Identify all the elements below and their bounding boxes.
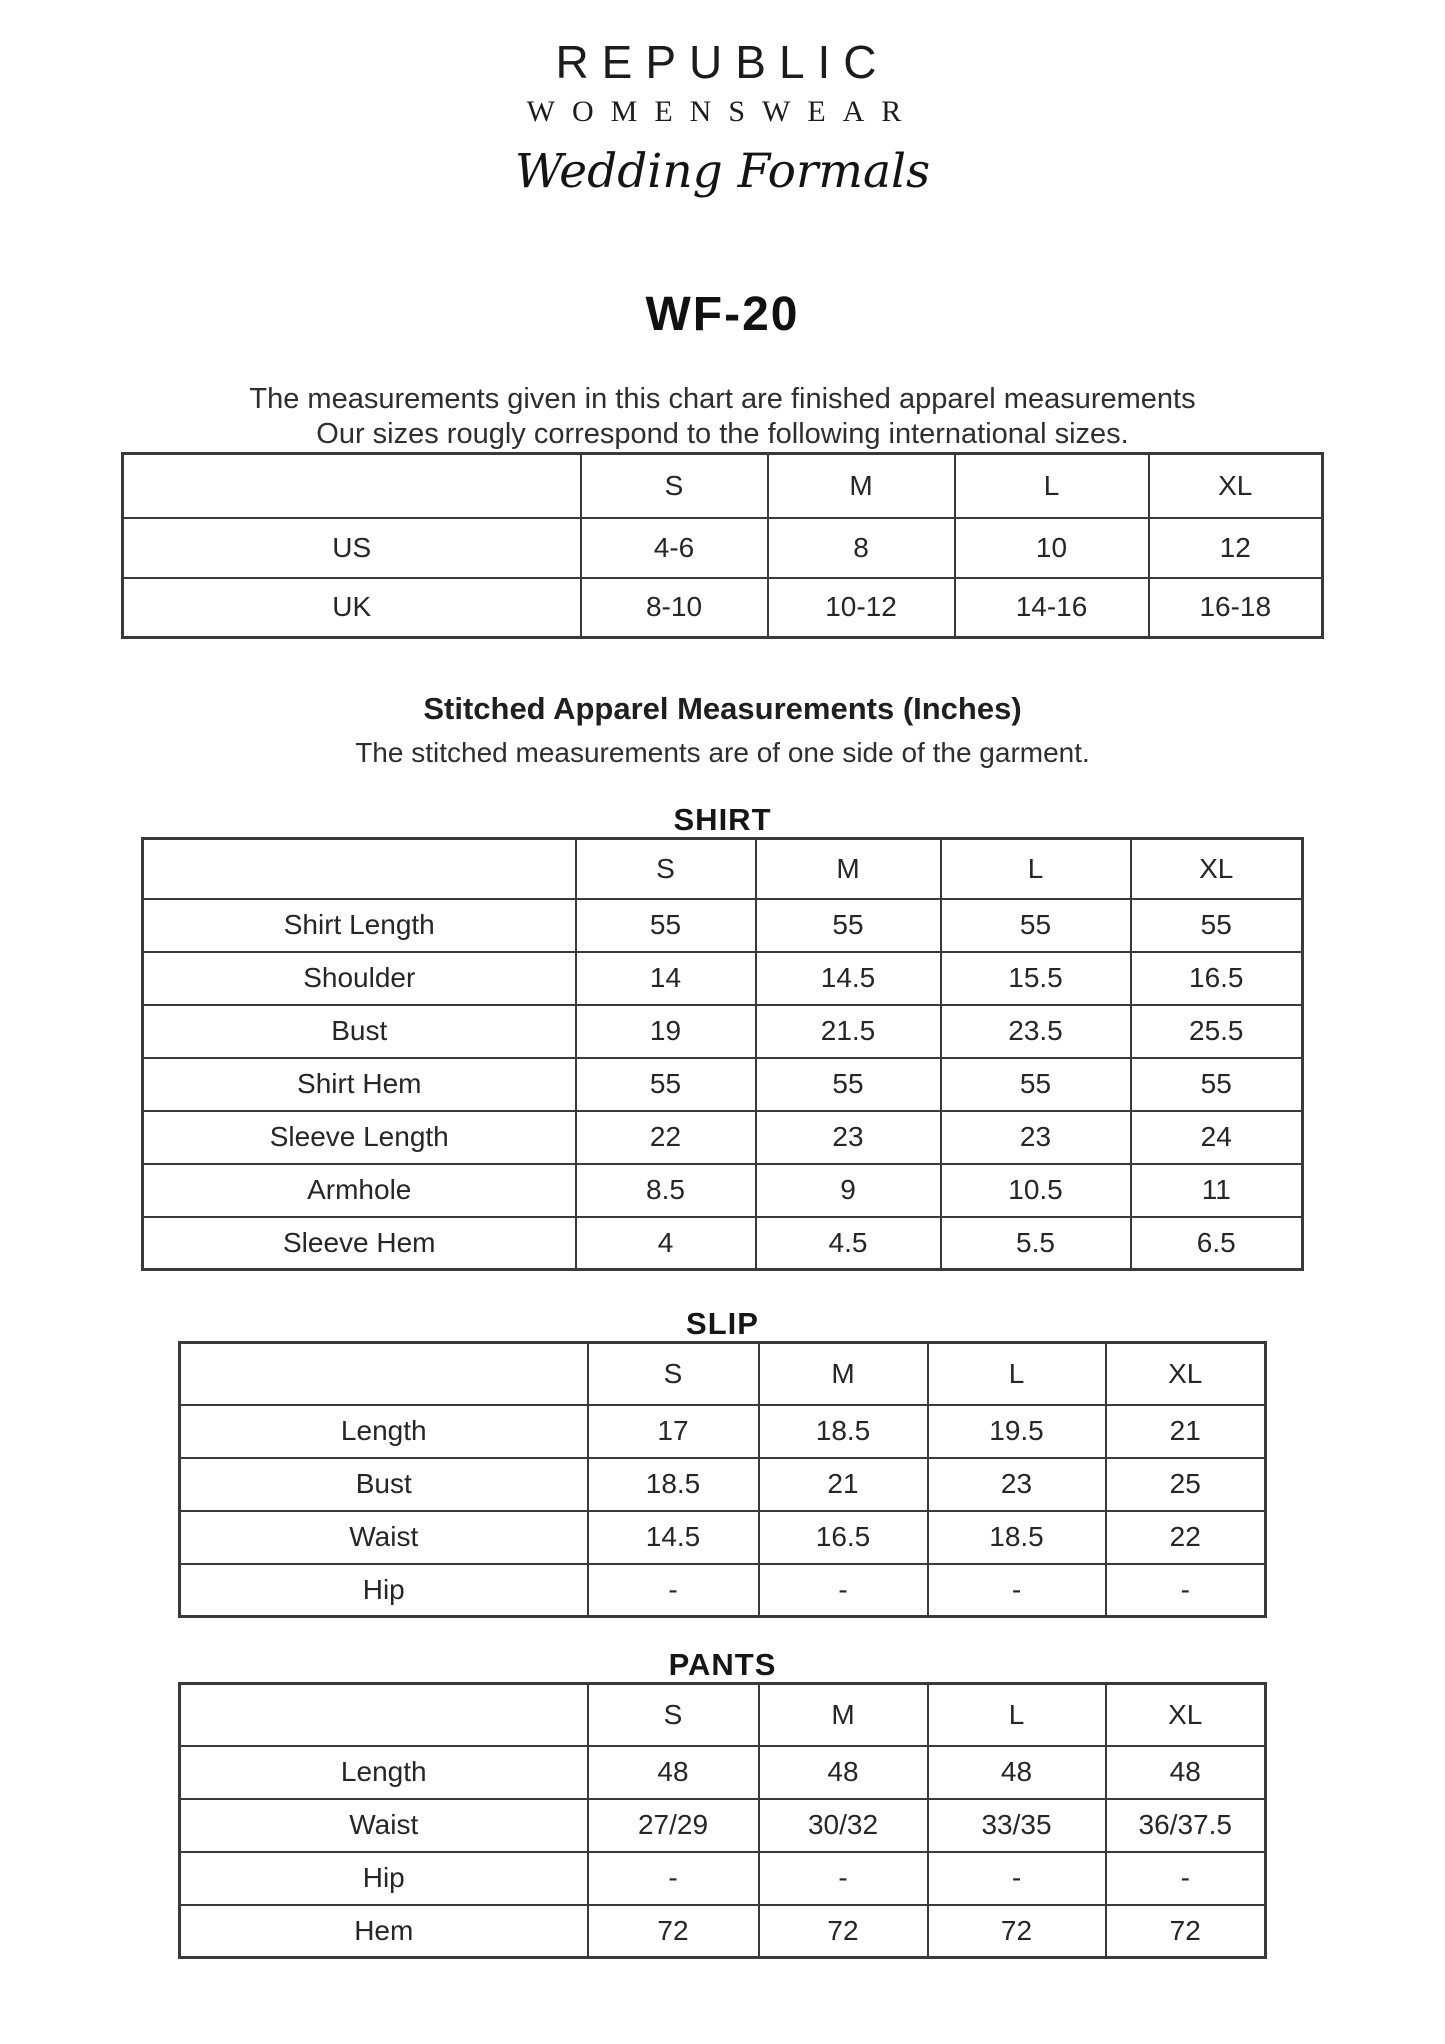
measurement-cell: 27/29 [588, 1799, 759, 1852]
stitched-measurements-heading: Stitched Apparel Measurements (Inches) [423, 691, 1022, 726]
column-header-l: L [941, 839, 1131, 899]
table-row [180, 1511, 1266, 1564]
measurement-cell: 5.5 [941, 1217, 1131, 1270]
measurement-cell: 48 [928, 1746, 1106, 1799]
measurement-cell: 55 [576, 1058, 756, 1111]
table-row [143, 899, 1303, 952]
table-header-row [123, 454, 1323, 518]
slip-measurements-table [178, 1341, 1267, 1618]
measurement-cell: 55 [756, 899, 941, 952]
measurement-cell: 18.5 [588, 1458, 759, 1511]
measurement-cell: 22 [1106, 1511, 1266, 1564]
column-header-m: M [756, 839, 941, 899]
measurement-cell: 55 [1131, 899, 1303, 952]
column-header-l: L [928, 1684, 1106, 1746]
table-row [143, 1164, 1303, 1217]
brand-tagline: Wedding Formals [514, 144, 931, 199]
measurement-cell: 48 [588, 1746, 759, 1799]
row-label: Shoulder [143, 952, 576, 1005]
measurement-cell: 19.5 [928, 1405, 1106, 1458]
table-row [143, 952, 1303, 1005]
table-row [143, 1058, 1303, 1111]
measurement-cell: - [759, 1564, 928, 1617]
measurement-cell: - [928, 1564, 1106, 1617]
table-row [143, 1005, 1303, 1058]
brand-subtitle: WOMENSWEAR [526, 95, 919, 128]
measurement-cell: 55 [1131, 1058, 1303, 1111]
column-header-xl: XL [1131, 839, 1303, 899]
measurement-cell: - [928, 1852, 1106, 1905]
pants-table-title: PANTS [668, 1647, 777, 1682]
measurement-cell: 25 [1106, 1458, 1266, 1511]
measurement-cell: 14.5 [756, 952, 941, 1005]
brand-name: REPUBLIC [555, 36, 890, 88]
table-header-row [143, 839, 1303, 899]
measurement-cell: 6.5 [1131, 1217, 1303, 1270]
corner-cell [180, 1684, 588, 1746]
measurement-cell: 19 [576, 1005, 756, 1058]
measurement-cell: 16.5 [1131, 952, 1303, 1005]
column-header-s: S [588, 1343, 759, 1405]
measurement-cell: 9 [756, 1164, 941, 1217]
row-label: Bust [180, 1458, 588, 1511]
column-header-xl: XL [1149, 454, 1323, 518]
table-row [180, 1405, 1266, 1458]
measurement-cell: 25.5 [1131, 1005, 1303, 1058]
row-label: Armhole [143, 1164, 576, 1217]
column-header-m: M [759, 1684, 928, 1746]
column-header-s: S [581, 454, 768, 518]
column-header-s: S [576, 839, 756, 899]
table-row [143, 1217, 1303, 1270]
measurement-cell: 21.5 [756, 1005, 941, 1058]
table-row [180, 1905, 1266, 1958]
measurement-cell: 24 [1131, 1111, 1303, 1164]
table-header-row [180, 1684, 1266, 1746]
row-label: Shirt Hem [143, 1058, 576, 1111]
column-header-xl: XL [1106, 1343, 1266, 1405]
row-label: Hem [180, 1905, 588, 1958]
measurement-cell: 33/35 [928, 1799, 1106, 1852]
measurement-cell: 8.5 [576, 1164, 756, 1217]
row-label: Waist [180, 1799, 588, 1852]
row-label: Sleeve Length [143, 1111, 576, 1164]
table-row [143, 1111, 1303, 1164]
intro-line-1: The measurements given in this chart are finished apparel measurements [249, 383, 1196, 415]
intro-line-2: Our sizes rougly correspond to the following international sizes. [316, 418, 1129, 450]
measurement-cell: 10 [955, 518, 1149, 578]
measurement-cell: 72 [1106, 1905, 1266, 1958]
measurement-cell: - [588, 1852, 759, 1905]
measurement-cell: 8 [768, 518, 955, 578]
measurement-cell: 10.5 [941, 1164, 1131, 1217]
row-label: UK [123, 578, 581, 638]
row-label: Length [180, 1405, 588, 1458]
measurement-cell: 12 [1149, 518, 1323, 578]
row-label: US [123, 518, 581, 578]
measurement-cell: 4.5 [756, 1217, 941, 1270]
measurement-cell: 23 [756, 1111, 941, 1164]
measurement-cell: 17 [588, 1405, 759, 1458]
measurement-cell: 8-10 [581, 578, 768, 638]
measurement-cell: 55 [576, 899, 756, 952]
corner-cell [143, 839, 576, 899]
pants-measurements-table [178, 1682, 1267, 1959]
measurement-cell: 18.5 [759, 1405, 928, 1458]
row-label: Hip [180, 1852, 588, 1905]
stitched-measurements-subheading: The stitched measurements are of one side of the garment. [355, 737, 1090, 768]
measurement-cell: - [588, 1564, 759, 1617]
measurement-cell: 23 [941, 1111, 1131, 1164]
shirt-measurements-table [141, 837, 1304, 1271]
measurement-cell: 14-16 [955, 578, 1149, 638]
measurement-cell: 23.5 [941, 1005, 1131, 1058]
measurement-cell: 72 [759, 1905, 928, 1958]
row-label: Length [180, 1746, 588, 1799]
measurement-cell: - [759, 1852, 928, 1905]
measurement-cell: 16-18 [1149, 578, 1323, 638]
row-label: Hip [180, 1564, 588, 1617]
table-row [180, 1564, 1266, 1617]
measurement-cell: 10-12 [768, 578, 955, 638]
measurement-cell: 21 [759, 1458, 928, 1511]
row-label: Bust [143, 1005, 576, 1058]
table-row [180, 1799, 1266, 1852]
measurement-cell: 14 [576, 952, 756, 1005]
intro-text [0, 382, 1445, 452]
measurement-cell: 48 [1106, 1746, 1266, 1799]
measurement-cell: 11 [1131, 1164, 1303, 1217]
row-label: Shirt Length [143, 899, 576, 952]
measurement-cell: 36/37.5 [1106, 1799, 1266, 1852]
column-header-xl: XL [1106, 1684, 1266, 1746]
measurement-cell: 15.5 [941, 952, 1131, 1005]
table-header-row [180, 1343, 1266, 1405]
measurement-cell: 16.5 [759, 1511, 928, 1564]
measurement-cell: 4 [576, 1217, 756, 1270]
measurement-cell: 72 [588, 1905, 759, 1958]
measurement-cell: 55 [941, 899, 1131, 952]
measurement-cell: - [1106, 1564, 1266, 1617]
column-header-l: L [928, 1343, 1106, 1405]
row-label: Waist [180, 1511, 588, 1564]
table-row [180, 1746, 1266, 1799]
measurement-cell: 18.5 [928, 1511, 1106, 1564]
row-label: Sleeve Hem [143, 1217, 576, 1270]
column-header-m: M [759, 1343, 928, 1405]
measurement-cell: 22 [576, 1111, 756, 1164]
measurement-cell: 21 [1106, 1405, 1266, 1458]
measurement-cell: 72 [928, 1905, 1106, 1958]
measurement-cell: 14.5 [588, 1511, 759, 1564]
international-size-table [121, 452, 1324, 639]
column-header-m: M [768, 454, 955, 518]
measurement-cell: 55 [756, 1058, 941, 1111]
corner-cell [123, 454, 581, 518]
measurement-cell: 4-6 [581, 518, 768, 578]
corner-cell [180, 1343, 588, 1405]
measurement-cell: 48 [759, 1746, 928, 1799]
column-header-s: S [588, 1684, 759, 1746]
measurement-cell: 23 [928, 1458, 1106, 1511]
slip-table-title: SLIP [686, 1306, 759, 1341]
table-row [180, 1458, 1266, 1511]
shirt-table-title: SHIRT [673, 802, 772, 837]
product-code: WF-20 [645, 288, 800, 341]
column-header-l: L [955, 454, 1149, 518]
measurement-cell: 30/32 [759, 1799, 928, 1852]
table-row [180, 1852, 1266, 1905]
measurement-cell: - [1106, 1852, 1266, 1905]
table-row [123, 578, 1323, 638]
measurement-cell: 55 [941, 1058, 1131, 1111]
table-row [123, 518, 1323, 578]
